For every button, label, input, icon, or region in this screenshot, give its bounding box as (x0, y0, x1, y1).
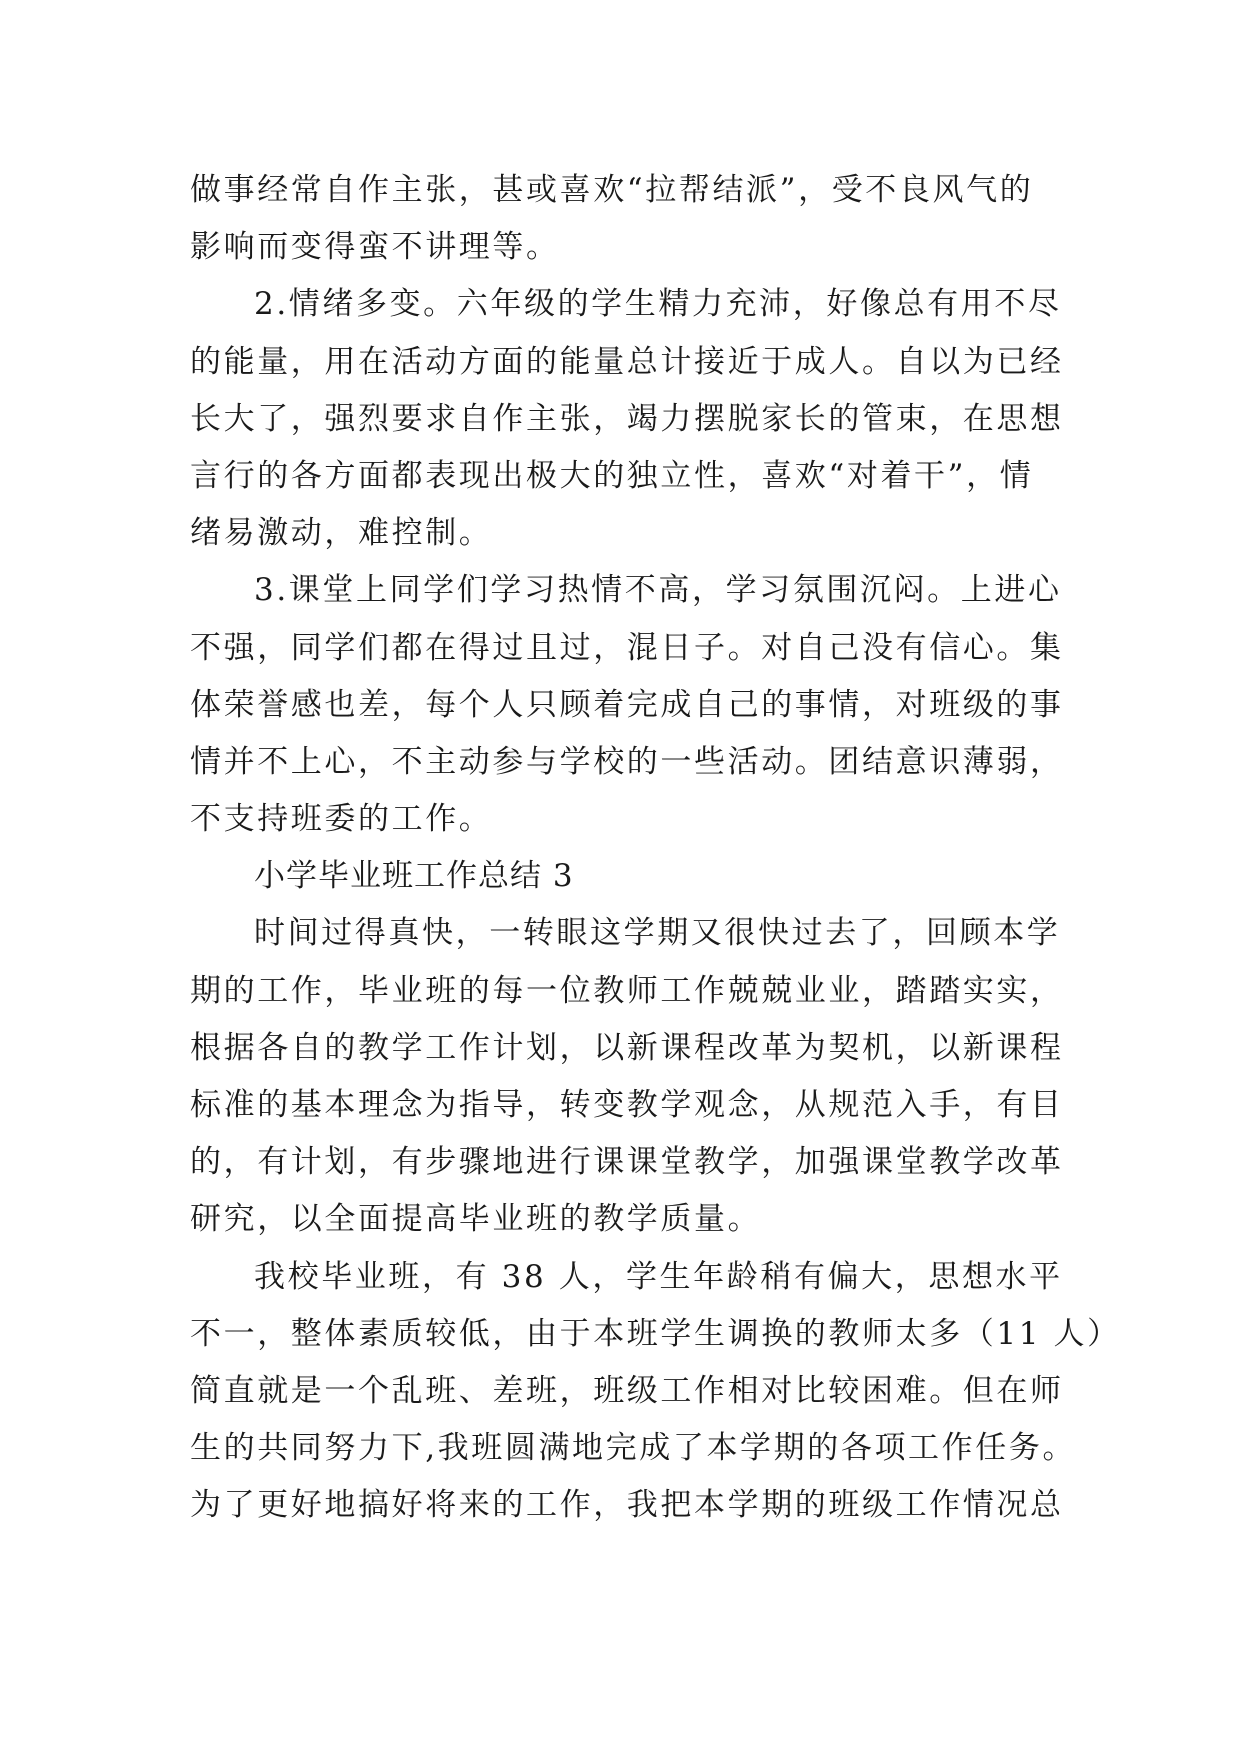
text-line: 标准的基本理念为指导，转变教学观念，从规范入手，有目 (190, 1087, 1064, 1123)
text-line: 期的工作，毕业班的每一位教师工作兢兢业业，踏踏实实， (190, 972, 1064, 1009)
text-line: 研究，以全面提高毕业班的教学质量。 (190, 1201, 762, 1238)
text-line: 我校毕业班，有 38 人，学生年龄稍有偏大，思想水平 (254, 1258, 1063, 1295)
text-line: 体荣誉感也差，每个人只顾着完成自己的事情，对班级的事 (190, 686, 1064, 723)
text-line: 简直就是一个乱班、差班，班级工作相对比较困难。但在师 (190, 1372, 1064, 1409)
text-line: 时间过得真快，一转眼这学期又很快过去了，回顾本学 (254, 915, 1061, 952)
text-line: 2.情绪多变。六年级的学生精力充沛，好像总有用不尽 (254, 286, 1062, 323)
text-line: 绪易激动，难控制。 (190, 515, 493, 552)
text-line: 情并不上心，不主动参与学校的一些活动。团结意识薄弱， (190, 743, 1064, 780)
text-line: 影响而变得蛮不讲理等。 (190, 229, 560, 266)
text-line: 的能量，用在活动方面的能量总计接近于成人。自以为已经 (190, 343, 1064, 380)
text-line: 生的共同努力下,我班圆满地完成了本学期的各项工作任务。 (190, 1430, 1077, 1467)
document-body (190, 162, 1121, 1535)
text-line: 不支持班委的工作。 (190, 801, 493, 838)
text-line: 3.课堂上同学们学习热情不高，学习氛围沉闷。上进心 (254, 572, 1062, 609)
text-line: 根据各自的教学工作计划，以新课程改革为契机，以新课程 (190, 1029, 1064, 1066)
text-line: 言行的各方面都表现出极大的独立性，喜欢“对着干”，情 (190, 457, 1034, 494)
text-line: 不强，同学们都在得过且过，混日子。对自己没有信心。集 (190, 629, 1064, 666)
text-line: 为了更好地搞好将来的工作，我把本学期的班级工作情况总 (190, 1487, 1064, 1524)
text-line: 做事经常自作主张，甚或喜欢“拉帮结派”，受不良风气的 (190, 172, 1034, 208)
section-heading: 小学毕业班工作总结 3 (254, 858, 574, 895)
text-line: 长大了，强烈要求自作主张，竭力摆脱家长的管束，在思想 (190, 400, 1064, 437)
text-line: 的，有计划，有步骤地进行课课堂教学，加强课堂教学改革 (190, 1144, 1064, 1181)
text-line: 不一，整体素质较低，由于本班学生调换的教师太多（11 人） (190, 1315, 1121, 1352)
